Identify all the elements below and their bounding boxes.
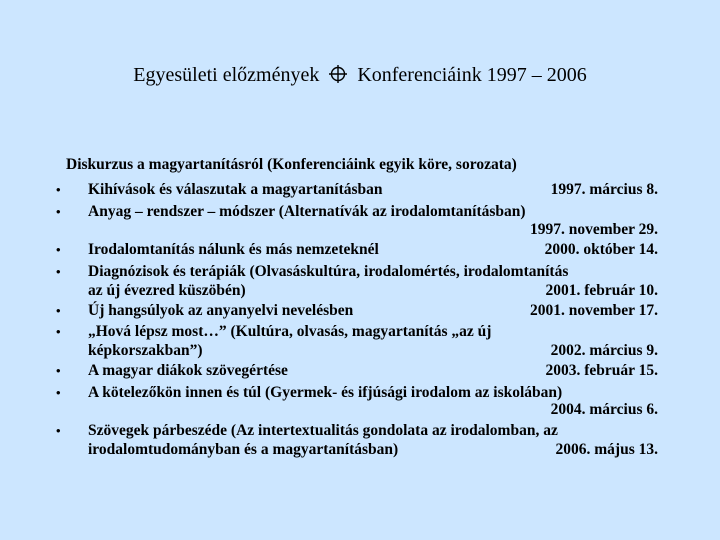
bullet: • bbox=[56, 242, 61, 257]
item-date: 1997. november 29. bbox=[529, 221, 658, 238]
bullet: • bbox=[56, 182, 61, 197]
title-right: Konferenciáink 1997 – 2006 bbox=[357, 64, 587, 86]
item-title: Kihívások és válaszutak a magyartanításban bbox=[88, 181, 383, 198]
item-title-line-1: Szövegek párbeszéde (Az intertextualitás gondolata az irodalomban, az bbox=[88, 422, 558, 439]
section-subtitle: Diskurzus a magyartanításról (Konferenciáink egyik köre, sorozata) bbox=[66, 156, 517, 173]
item-date: 2001. november 17. bbox=[529, 302, 658, 319]
item-title: A kötelezőkön innen és túl (Gyermek- és ifjúsági irodalom az iskolában) bbox=[88, 384, 563, 401]
bullet: • bbox=[56, 423, 61, 438]
title-left: Egyesületi előzmények bbox=[133, 64, 320, 86]
item-title-line-1: Diagnózisok és terápiák (Olvasáskultúra, irodalomértés, irodalomtanítás bbox=[88, 263, 569, 280]
bullet: • bbox=[56, 324, 61, 339]
crosshair-circle-icon bbox=[328, 64, 348, 84]
bullet: • bbox=[56, 264, 61, 279]
item-title: Anyag – rendszer – módszer (Alternatívák az irodalomtanításban) bbox=[88, 203, 526, 220]
item-date: 2004. március 6. bbox=[550, 401, 658, 418]
bullet: • bbox=[56, 363, 61, 378]
item-title: Irodalomtanítás nálunk és más nemzeteknél bbox=[88, 241, 379, 258]
bullet: • bbox=[56, 204, 61, 219]
item-date: 2001. február 10. bbox=[545, 282, 658, 299]
slide-title bbox=[0, 62, 720, 88]
item-title-line-2: irodalomtudományban és a magyartanításban) bbox=[88, 441, 399, 458]
item-title: A magyar diákok szövegértése bbox=[88, 362, 288, 379]
bullet: • bbox=[56, 303, 61, 318]
item-date: 2000. október 14. bbox=[544, 241, 658, 258]
item-title-line-2: képkorszakban”) bbox=[88, 342, 203, 359]
item-date: 1997. március 8. bbox=[550, 181, 658, 198]
item-title: Új hangsúlyok az anyanyelvi nevelésben bbox=[88, 302, 354, 319]
item-date: 2003. február 15. bbox=[545, 362, 658, 379]
item-title-line-1: „Hová lépsz most…” (Kultúra, olvasás, magyartanítás „az új bbox=[88, 323, 492, 340]
bullet: • bbox=[56, 385, 61, 400]
item-date: 2002. március 9. bbox=[550, 342, 658, 359]
item-date: 2006. május 13. bbox=[555, 441, 658, 458]
item-title-line-2: az új évezred küszöbén) bbox=[88, 282, 246, 299]
